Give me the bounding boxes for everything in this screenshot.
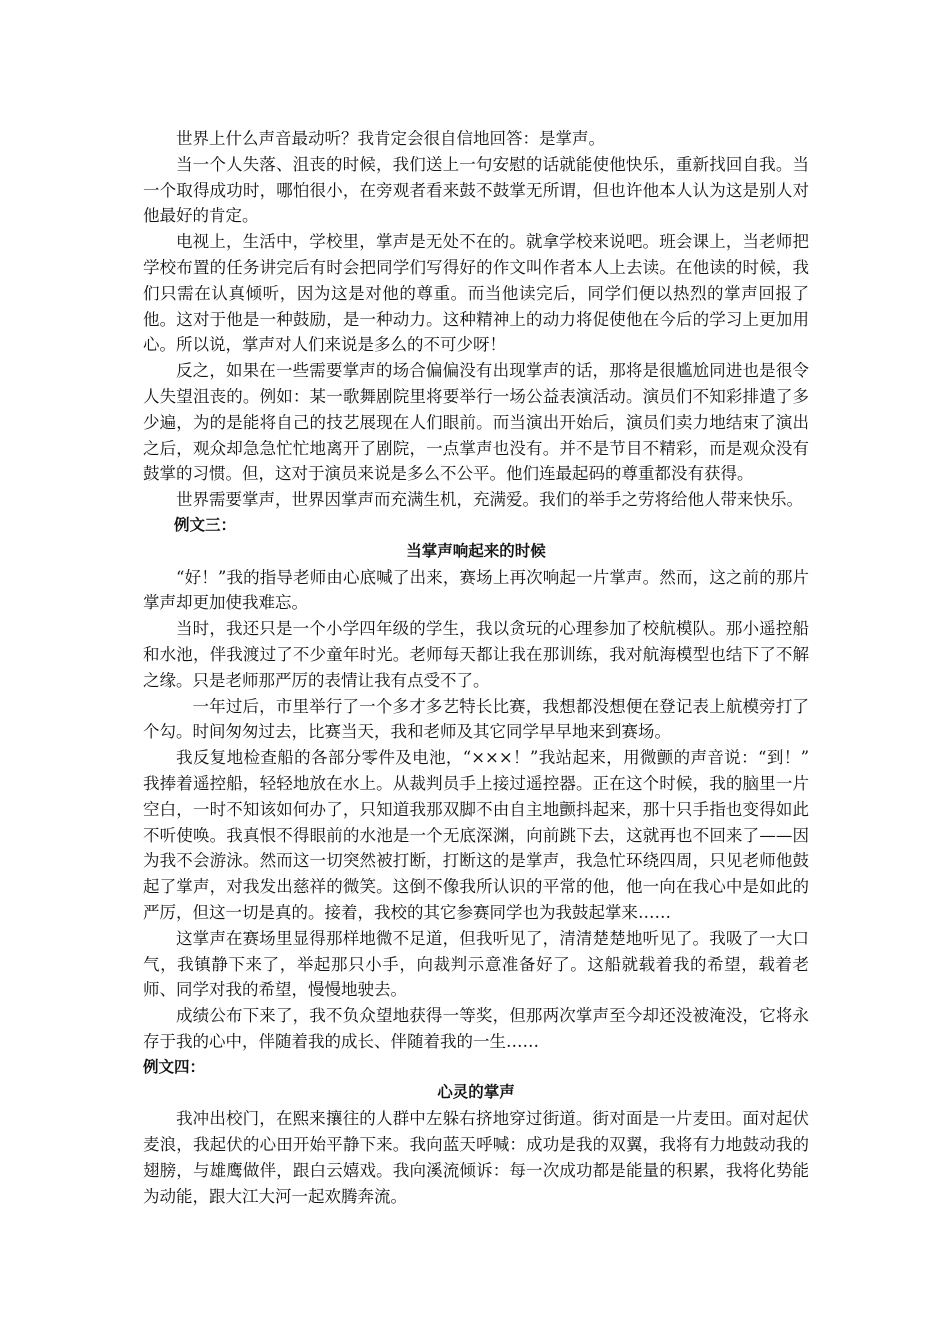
paragraph: 一年过后，市里举行了一个多才多艺特长比赛，我想都没想便在登记表上航模旁打了个勾。时间匆匆过去，比赛当天，我和老师及其它同学早早地来到赛场。	[143, 696, 809, 742]
paragraph: 世界上什么声音最动听？我肯定会很自信地回答：是掌声。	[176, 129, 605, 148]
document-body	[143, 126, 809, 1209]
paragraph: “好！”我的指导老师由心底喊了出来，赛场上再次响起一片掌声。然而，这之前的那片掌声却更加使我难忘。	[143, 567, 809, 613]
example4-label: 例文四：	[143, 1057, 206, 1076]
paragraph: 成绩公布下来了，我不负众望地获得一等奖，但那两次掌声至今却还没被淹没，它将永存于我的心中，伴随着我的成长、伴随着我的一生……	[143, 1006, 809, 1051]
paragraph: 电视上，生活中，学校里，掌声是无处不在的。就拿学校来说吧。班会课上，当老师把学校布置的任务讲完后有时会把同学们写得好的作文叫作者本人上去读。在他读的时候，我们只需在认真倾听，因为这是对他的尊重。而当他读完后，同学们便以热烈的掌声回报了他。这对于他是一种鼓励，是一种动力。这种精神上的动力将促使他在今后的学习上更加用心。所以说，掌声对人们来说是多么的不可少呀！	[143, 232, 809, 355]
example3-title: 当掌声响起来的时候	[406, 541, 546, 560]
example4-title: 心灵的掌声	[437, 1083, 515, 1102]
example3-label: 例文三：	[174, 515, 237, 534]
paragraph: 这掌声在赛场里显得那样地微不足道，但我听见了，清清楚楚地听见了。我吸了一大口气，我镇静下来了，举起那只小手，向裁判示意准备好了。这船就载着我的希望，载着老师、同学对我的希望，慢慢地驶去。	[143, 928, 809, 1000]
paragraph: 反之，如果在一些需要掌声的场合偏偏没有出现掌声的话，那将是很尴尬同进也是很令人失望沮丧的。例如：某一歌舞剧院里将要举行一场公益表演活动。演员们不知彩排遣了多少遍，为的是能将自己的技艺展现在人们眼前。而当演出开始后，演员们卖力地结束了演出之后，观众却急急忙忙地离开了剧院，一点掌声也没有。并不是节目不精彩，而是观众没有鼓掌的习惯。但，这对于演员来说是多么不公平。他们连最起码的尊重都没有获得。	[143, 361, 809, 484]
paragraph: 我冲出校门，在熙来攘往的人群中左躲右挤地穿过街道。街对面是一片麦田。面对起伏麦浪，我起伏的心田开始平静下来。我向蓝天呼喊：成功是我的双翼，我将有力地鼓动我的翅膀，与雄鹰做伴，跟白云嬉戏。我向溪流倾诉：每一次成功都是能量的积累，我将化势能为动能，跟大江大河一起欢腾奔流。	[143, 1109, 809, 1206]
paragraph: 当一个人失落、沮丧的时候，我们送上一句安慰的话就能使他快乐，重新找回自我。当一个取得成功时，哪怕很小，在旁观者看来鼓不鼓掌无所谓，但也许他本人认为这是别人对他最好的肯定。	[143, 154, 809, 226]
paragraph: 我反复地检查船的各部分零件及电池，“×××！”我站起来，用微颤的声音说：“到！” 我捧着遥控船，轻轻地放在水上。从裁判员手上接过遥控器。正在这个时候，我的脑里一片空白，一时不知该如何办了，只知道我那双脚不由自主地颤抖起来，那十只手指也变得如此不听使唤。我真恨不得眼前的水池是一个无底深渊，向前跳下去，这就再也不回来了——因为我不会游泳。然而这一切突然被打断，打断这的是掌声，我急忙环绕四周，只见老师他鼓起了掌声，对我发出慈祥的微笑。这倒不像我所认识的平常的他，他一向在我心中是如此的严厉，但这一切是真的。接着，我校的其它参赛同学也为我鼓起掌来……	[143, 748, 809, 922]
paragraph: 当时，我还只是一个小学四年级的学生，我以贪玩的心理参加了校航模队。那小遥控船和水池，伴我渡过了不少童年时光。老师每天都让我在那训练，我对航海模型也结下了不解之缘。只是老师那严厉的表情让我有点受不了。	[143, 619, 809, 690]
paragraph: 世界需要掌声，世界因掌声而充满生机，充满爱。我们的举手之劳将给他人带来快乐。	[176, 490, 803, 510]
